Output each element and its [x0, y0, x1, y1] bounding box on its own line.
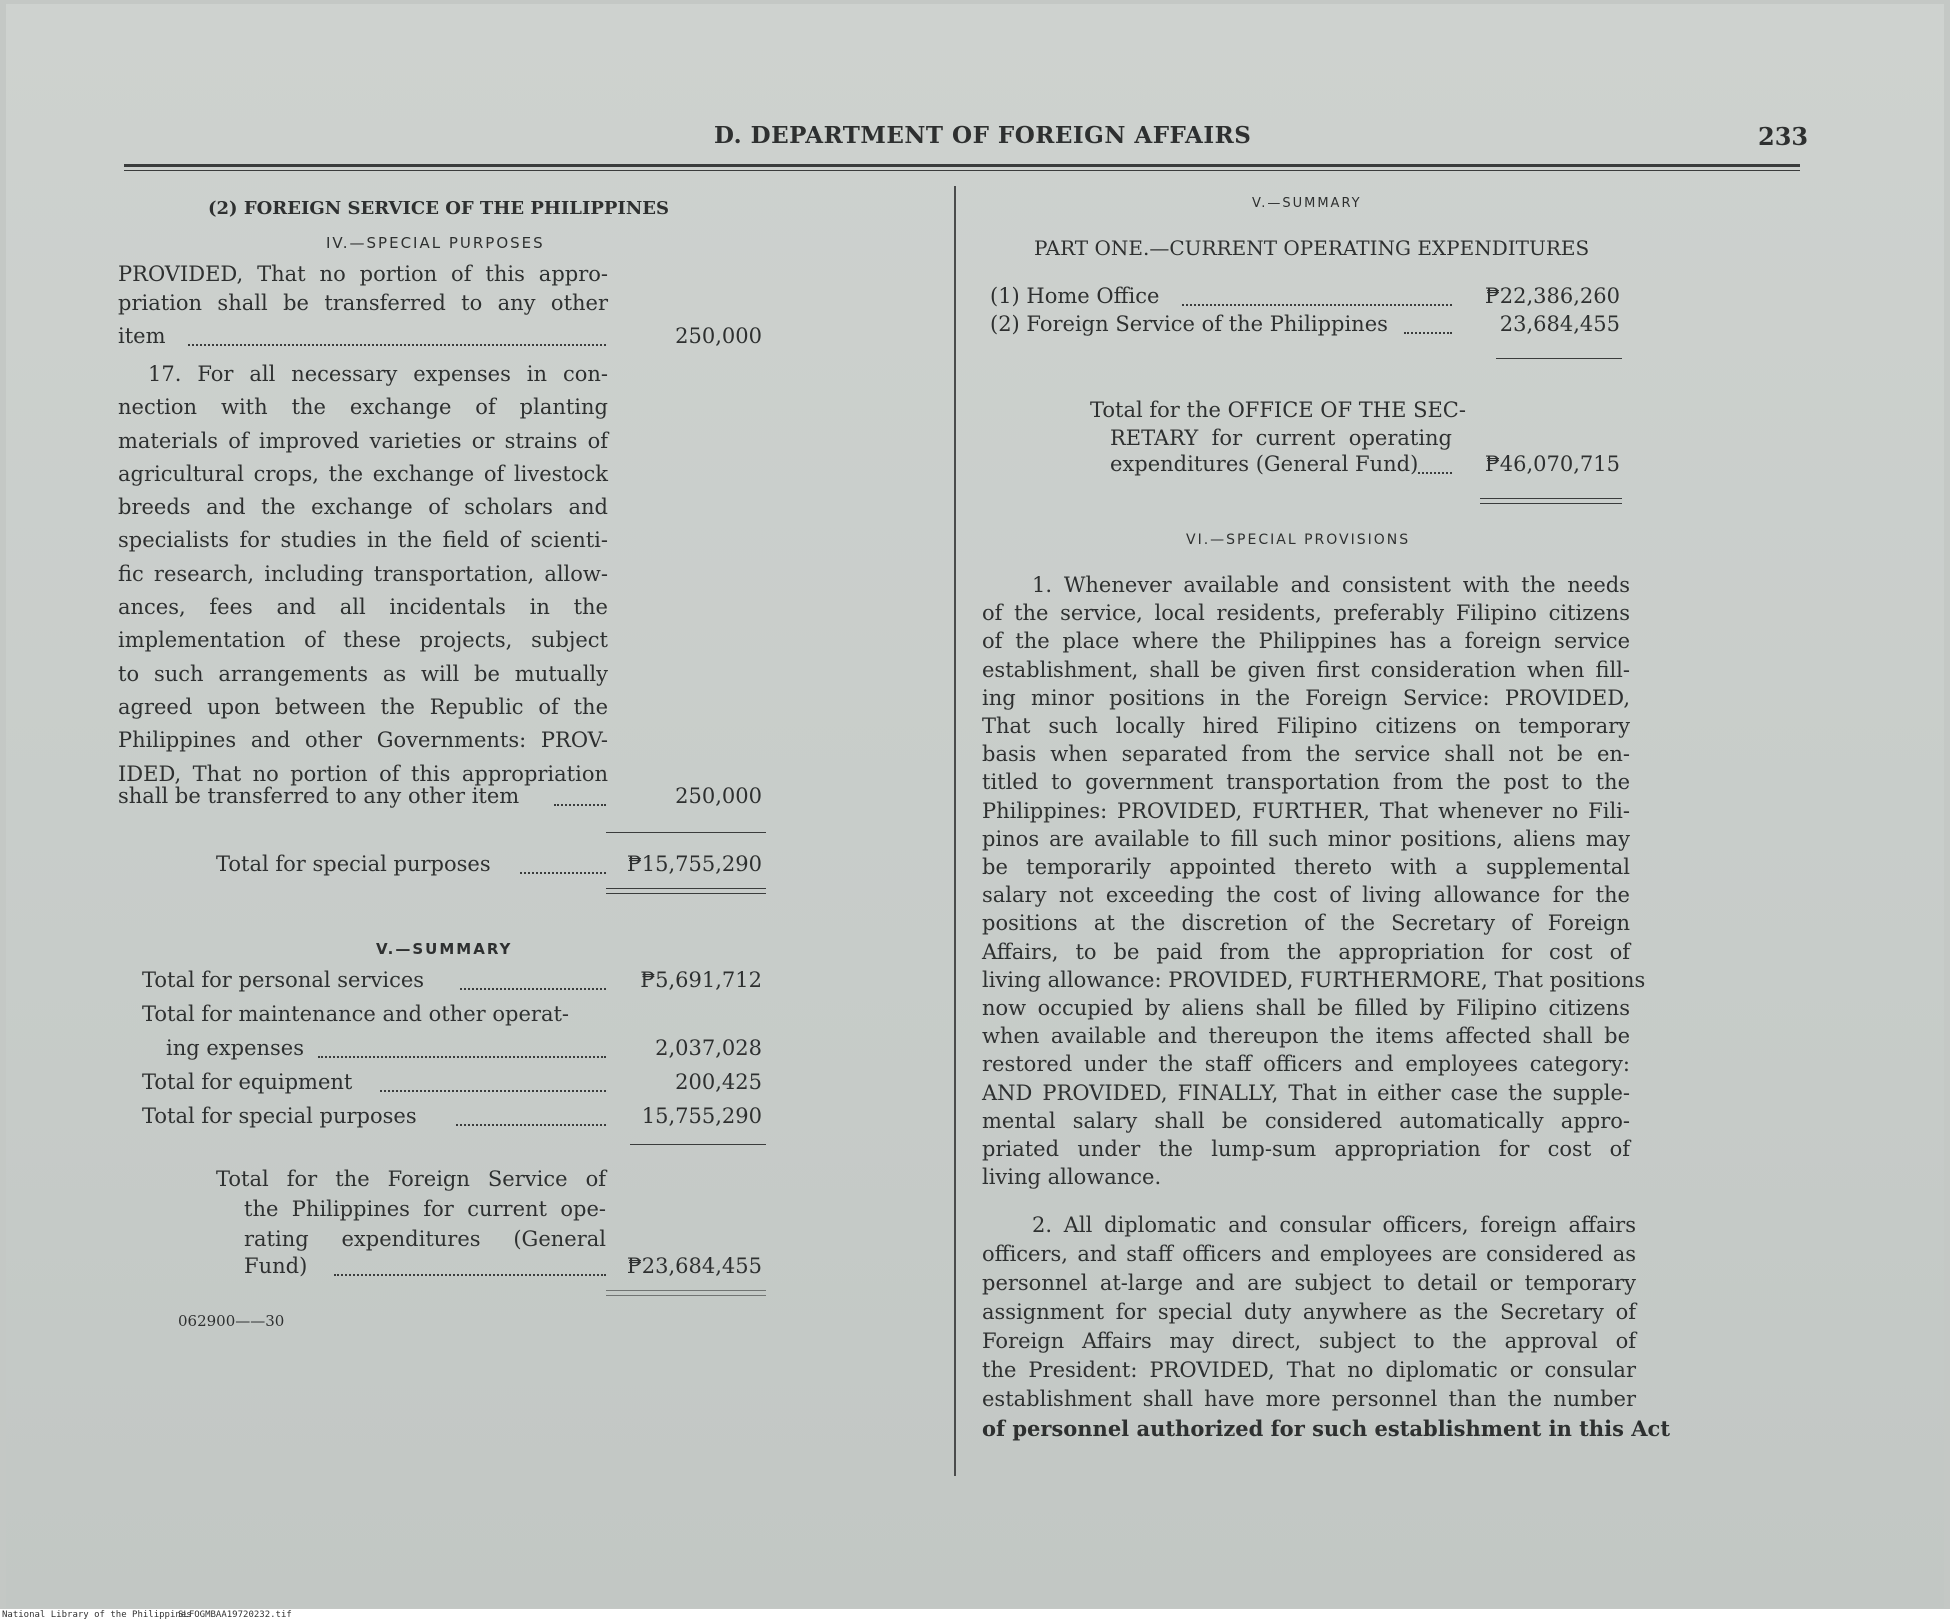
- summary-label: ing expenses: [166, 1036, 305, 1060]
- text-line: PROVIDED, That no portion of this appro-: [118, 262, 608, 286]
- footer-library: National Library of the Philippines: [2, 1610, 192, 1620]
- text-line: establishment shall have more personnel than the number: [982, 1387, 1636, 1411]
- text-line: pinos are available to fill such minor positions, aliens may: [982, 826, 1630, 851]
- text-line: mental salary shall be considered automatically appro-: [982, 1108, 1630, 1133]
- text-line: basis when separated from the service shall not be en-: [982, 742, 1630, 767]
- summary-amount: ₱22,386,260: [1484, 284, 1620, 308]
- summary-amount: 2,037,028: [655, 1036, 762, 1060]
- page-number: 233: [1758, 122, 1809, 151]
- dot-leader: [1182, 304, 1452, 306]
- section-title: (2) FOREIGN SERVICE OF THE PHILIPPINES: [208, 198, 670, 219]
- summary-label: Total for equipment: [142, 1070, 353, 1094]
- dot-leader: [520, 872, 606, 874]
- page-paper: [6, 4, 1944, 1608]
- header-rule-thin: [124, 170, 1800, 171]
- text-line: implementation of these projects, subject: [118, 628, 608, 653]
- text-line: 1. Whenever available and consistent with the needs: [1032, 573, 1630, 597]
- text-line: That such locally hired Filipino citizens on temporary: [982, 714, 1630, 739]
- summary-label: (1) Home Office: [990, 284, 1160, 308]
- dot-leader: [456, 1124, 606, 1126]
- text-line: agreed upon between the Republic of the: [118, 694, 608, 719]
- text-line: living allowance: PROVIDED, FURTHERMORE, That positions: [982, 967, 1646, 992]
- text-line: be temporarily appointed thereto with a supplemental: [982, 855, 1630, 880]
- text-line: Fund): [244, 1254, 308, 1278]
- text-line: personnel at-large and are subject to detail or temporary: [982, 1271, 1636, 1295]
- text-line: the President: PROVIDED, That no diplomatic or consular: [982, 1358, 1636, 1382]
- dot-leader: [1418, 472, 1452, 474]
- text-line: restored under the staff officers and employees category:: [982, 1052, 1630, 1077]
- text-line: priated under the lump-sum appropriation for cost of: [982, 1137, 1630, 1162]
- text-line: IDED, That no portion of this appropriation: [118, 761, 608, 786]
- part-heading: PART ONE.—CURRENT OPERATING EXPENDITURES: [1034, 236, 1590, 260]
- text-line: establishment, shall be given first consideration when fill-: [982, 657, 1630, 682]
- page-title: D. DEPARTMENT OF FOREIGN AFFAIRS: [714, 122, 1252, 149]
- total-special-label: Total for special purposes: [216, 852, 491, 876]
- dot-leader: [318, 1056, 606, 1058]
- text-line: 2. All diplomatic and consular officers, foreign affairs: [1032, 1213, 1636, 1237]
- column-divider: [954, 186, 956, 1476]
- summary-label: Total for special purposes: [142, 1104, 417, 1128]
- subtotal-rule: [1496, 358, 1622, 359]
- summary-amount: 200,425: [675, 1070, 762, 1094]
- summary-heading-right: V.—SUMMARY: [1252, 196, 1362, 211]
- text-line: RETARY for current operating: [1110, 426, 1452, 450]
- text-line: Philippines and other Governments: PROV-: [118, 728, 608, 753]
- office-total-amount: ₱46,070,715: [1484, 452, 1620, 476]
- text-line: now occupied by aliens shall be filled by Filipino citizens: [982, 996, 1630, 1021]
- summary-label: (2) Foreign Service of the Philippines: [990, 312, 1388, 336]
- footer-filename: SLFOGMBAA19720232.tif: [178, 1610, 292, 1620]
- dot-leader: [1404, 332, 1452, 334]
- text-line: ances, fees and all incidentals in the: [118, 595, 608, 620]
- provisions-heading: VI.—SPECIAL PROVISIONS: [1186, 532, 1411, 548]
- text-line: Total for the Foreign Service of: [216, 1167, 606, 1191]
- text-line: expenditures (General Fund): [1110, 452, 1419, 476]
- summary-amount: ₱5,691,712: [640, 968, 762, 992]
- text-line: materials of improved varieties or strains of: [118, 428, 608, 453]
- text-line: Foreign Affairs may direct, subject to the approval of: [982, 1329, 1636, 1353]
- office-total-block: [1090, 396, 1466, 452]
- provision-1: [982, 571, 1646, 1191]
- provided-paragraph: [118, 260, 608, 318]
- text-line: fic research, including transportation, allow-: [118, 561, 608, 586]
- text-line: item: [118, 324, 166, 348]
- text-line: specialists for studies in the field of scienti-: [118, 528, 608, 553]
- text-line: AND PROVIDED, FINALLY, That in either case the supple-: [982, 1080, 1630, 1105]
- grand-total-double-rule: [606, 1290, 766, 1296]
- subtotal-rule: [630, 1144, 766, 1145]
- page-header: [6, 122, 1950, 152]
- provided-amount: 250,000: [675, 324, 762, 348]
- scan-footer: [0, 1609, 1950, 1621]
- summary-amount: 23,684,455: [1499, 312, 1620, 336]
- grand-total-block: [216, 1164, 606, 1254]
- text-line: when available and thereupon the items affected shall be: [982, 1024, 1630, 1049]
- header-rule: [124, 164, 1800, 167]
- text-line: of the service, local residents, preferably Filipino citizens: [982, 601, 1630, 626]
- text-line: Total for the OFFICE OF THE SEC-: [1090, 398, 1466, 422]
- item-17-paragraph: [118, 358, 608, 791]
- total-double-rule: [606, 888, 766, 894]
- text-line: salary not exceeding the cost of living allowance for the: [982, 883, 1630, 908]
- text-line: to such arrangements as will be mutually: [118, 661, 608, 686]
- text-line: nection with the exchange of planting: [118, 395, 608, 420]
- dot-leader: [334, 1274, 606, 1276]
- text-line: rating expenditures (General: [244, 1227, 606, 1251]
- dot-leader: [188, 344, 606, 346]
- text-line: Philippines: PROVIDED, FURTHER, That whenever no Fili-: [982, 798, 1630, 823]
- grand-total-amount: ₱23,684,455: [626, 1254, 762, 1278]
- summary-label: Total for maintenance and other operat-: [142, 1002, 569, 1026]
- text-line: 17. For all necessary expenses in con-: [148, 362, 608, 386]
- provision-2: [982, 1211, 1671, 1443]
- summary-label: Total for personal services: [142, 968, 425, 992]
- footnote-code: 062900——30: [178, 1312, 285, 1330]
- dot-leader: [380, 1090, 606, 1092]
- text-line: ing minor positions in the Foreign Service: PROVIDED,: [982, 685, 1630, 710]
- text-line: officers, and staff officers and employees are considered as: [982, 1242, 1636, 1266]
- subheading-special-purposes: IV.—SPECIAL PURPOSES: [326, 234, 545, 252]
- text-line: priation shall be transferred to any other: [118, 291, 608, 315]
- text-line: agricultural crops, the exchange of livestock: [118, 461, 608, 486]
- item-17-amount: 250,000: [675, 784, 762, 808]
- summary-amount: 15,755,290: [641, 1104, 762, 1128]
- text-line: assignment for special duty anywhere as the Secretary of: [982, 1300, 1636, 1324]
- text-line: the Philippines for current ope-: [244, 1197, 606, 1221]
- text-line: titled to government transportation from the post to the: [982, 770, 1630, 795]
- subtotal-rule: [606, 832, 766, 833]
- summary-heading: V.—SUMMARY: [376, 940, 513, 958]
- text-line: Affairs, to be paid from the appropriation for cost of: [982, 939, 1630, 964]
- total-special-amount: ₱15,755,290: [626, 852, 762, 876]
- text-line: of personnel authorized for such establishment in this Act: [982, 1416, 1671, 1441]
- dot-leader: [460, 988, 606, 990]
- total-double-rule: [1480, 498, 1622, 504]
- text-line: shall be transferred to any other item: [118, 784, 520, 808]
- text-line: positions at the discretion of the Secretary of Foreign: [982, 911, 1630, 936]
- text-line: living allowance.: [982, 1165, 1162, 1190]
- dot-leader: [554, 804, 606, 806]
- text-line: of the place where the Philippines has a foreign service: [982, 629, 1630, 654]
- text-line: breeds and the exchange of scholars and: [118, 495, 608, 520]
